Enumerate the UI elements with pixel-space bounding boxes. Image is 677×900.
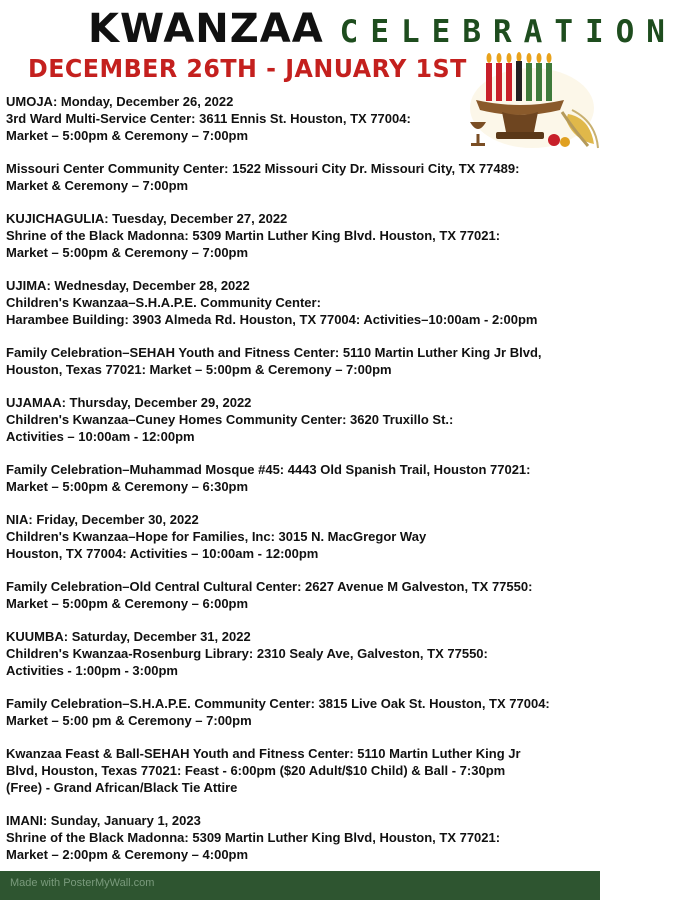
event-venue: Shrine of the Black Madonna: 5309 Martin Luther King Blvd, Houston, TX 77021: (6, 830, 501, 845)
event-venue: Children's Kwanzaa-Rosenburg Library: 2310 Sealy Ave, Galveston, TX 77550: (6, 646, 488, 661)
event-times: Houston, Texas 77021: Market – 5:00pm & Ceremony – 7:00pm (6, 362, 392, 377)
event-umoja (6, 93, 596, 144)
event-venue: Family Celebration–SEHAH Youth and Fitness Center: 5110 Martin Luther King Jr Blvd, (6, 345, 542, 360)
event-sehah-family (6, 344, 596, 378)
event-times: Market – 5:00pm & Ceremony – 7:00pm (6, 128, 249, 143)
event-venue: 3rd Ward Multi-Service Center: 3611 Ennis St. Houston, TX 77004: (6, 111, 411, 126)
event-venue-details: Harambee Building: 3903 Almeda Rd. Houston, TX 77004: Activities–10:00am - 2:00pm (6, 312, 538, 327)
event-venue: Missouri Center Community Center: 1522 Missouri City Dr. Missouri City, TX 77489: (6, 161, 520, 176)
event-kuumba (6, 628, 596, 679)
event-feast-ball (6, 745, 596, 796)
event-attire: (Free) - Grand African/Black Tie Attire (6, 780, 238, 795)
event-shape-family (6, 695, 596, 729)
event-missouri-center (6, 160, 596, 194)
event-day-heading: NIA: Friday, December 30, 2022 (6, 512, 199, 527)
event-venue: Children's Kwanzaa–Hope for Families, Inc: 3015 N. MacGregor Way (6, 529, 427, 544)
date-range: DECEMBER 26TH - JANUARY 1ST (28, 54, 467, 83)
event-times: Market – 5:00pm & Ceremony – 7:00pm (6, 245, 249, 260)
event-times: Market – 2:00pm & Ceremony – 4:00pm (6, 847, 249, 862)
event-venue: Family Celebration–Old Central Cultural Center: 2627 Avenue M Galveston, TX 77550: (6, 579, 533, 594)
event-times: Market – 5:00 pm & Ceremony – 7:00pm (6, 713, 252, 728)
event-times: Houston, TX 77004: Activities – 10:00am - 12:00pm (6, 546, 319, 561)
title-celebration: CELEBRATION (339, 14, 677, 50)
event-venue: Children's Kwanzaa–Cuney Homes Community Center: 3620 Truxillo St.: (6, 412, 454, 427)
poster-title (88, 6, 677, 50)
event-day-heading: IMANI: Sunday, January 1, 2023 (6, 813, 201, 828)
event-times: Market – 5:00pm & Ceremony – 6:30pm (6, 479, 249, 494)
event-day-heading: UJIMA: Wednesday, December 28, 2022 (6, 278, 250, 293)
event-ujima (6, 277, 596, 328)
event-imani (6, 812, 596, 863)
event-ujamaa (6, 394, 596, 445)
event-venue: Shrine of the Black Madonna: 5309 Martin Luther King Blvd. Houston, TX 77021: (6, 228, 501, 243)
event-times: Activities - 1:00pm - 3:00pm (6, 663, 178, 678)
footer-bar (0, 871, 600, 900)
event-day-heading: KUUMBA: Saturday, December 31, 2022 (6, 629, 251, 644)
event-venue: Kwanzaa Feast & Ball-SEHAH Youth and Fitness Center: 5110 Martin Luther King Jr (6, 746, 521, 761)
title-kwanzaa: KWANZAA (88, 6, 324, 52)
event-venue: Family Celebration–Muhammad Mosque #45: 4443 Old Spanish Trail, Houston 77021: (6, 462, 531, 477)
event-day-heading: UMOJA: Monday, December 26, 2022 (6, 94, 234, 109)
event-day-heading: UJAMAA: Thursday, December 29, 2022 (6, 395, 252, 410)
event-muhammad-mosque (6, 461, 596, 495)
event-times: Market & Ceremony – 7:00pm (6, 178, 189, 193)
event-nia (6, 511, 596, 562)
event-venue-details: Blvd, Houston, Texas 77021: Feast - 6:00pm ($20 Adult/$10 Child) & Ball - 7:30pm (6, 763, 506, 778)
event-schedule (6, 93, 596, 879)
event-venue: Family Celebration–S.H.A.P.E. Community Center: 3815 Live Oak St. Houston, TX 77004: (6, 696, 550, 711)
event-kujichagulia (6, 210, 596, 261)
event-venue: Children's Kwanzaa–S.H.A.P.E. Community Center: (6, 295, 321, 310)
event-times: Activities – 10:00am - 12:00pm (6, 429, 195, 444)
event-old-central (6, 578, 596, 612)
event-times: Market – 5:00pm & Ceremony – 6:00pm (6, 596, 249, 611)
event-day-heading: KUJICHAGULIA: Tuesday, December 27, 2022 (6, 211, 288, 226)
postermywall-credit: Made with PosterMyWall.com (10, 877, 155, 889)
